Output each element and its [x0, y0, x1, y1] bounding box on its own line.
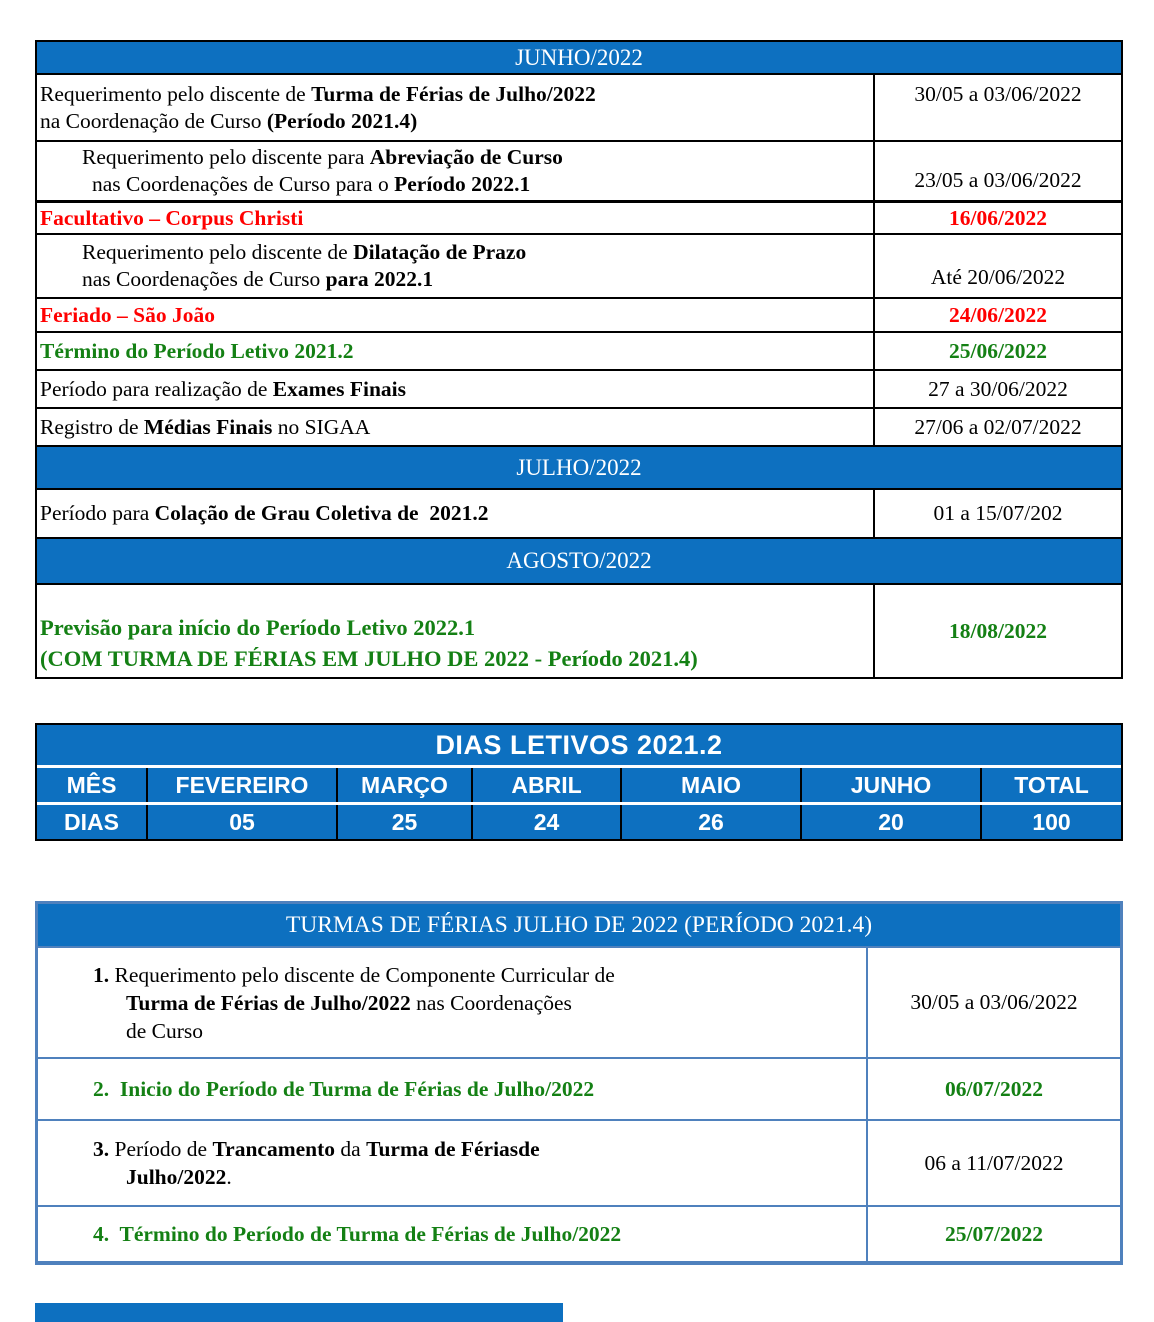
date-cell: 30/05 a 03/06/2022: [866, 948, 1120, 1057]
event-cell: Facultativo – Corpus Christi: [40, 205, 304, 230]
dias-letivos-table: [35, 723, 1123, 841]
date-cell: 18/08/2022: [873, 585, 1121, 677]
event-cell: Requerimento pelo discente de Turma de Férias de Julho/2022 na Coordenação de Curso (Período 2021.4): [40, 81, 596, 133]
turmas-ferias-table: [35, 901, 1123, 1265]
value-cell: 26: [620, 805, 800, 839]
event-cell: 2. Inicio do Período de Turma de Férias de Julho/2022: [93, 1077, 595, 1101]
event-cell: Término do Período Letivo 2021.2: [40, 338, 354, 363]
month-cell: TOTAL: [980, 768, 1121, 802]
event-row: [37, 297, 1121, 331]
event-cell: 1. Requerimento pelo discente de Componente Curricular de Turma de Férias de Julho/2022 nas Coordenações de Curso: [93, 962, 615, 1043]
academic-calendar-table: [35, 40, 1123, 679]
row-label-cell: MÊS: [66, 771, 117, 798]
date-cell: 25/07/2022: [866, 1207, 1120, 1261]
date-cell: 06 a 11/07/2022: [866, 1121, 1120, 1205]
event-cell: 4. Término do Período de Turma de Férias de Julho/2022: [93, 1222, 622, 1246]
row-label-cell: DIAS: [64, 808, 119, 835]
month-header-julho: JULHO/2022: [37, 445, 1121, 488]
date-cell: 25/06/2022: [873, 333, 1121, 369]
event-row: [37, 407, 1121, 445]
event-row: [38, 1119, 1120, 1205]
month-cell: MARÇO: [336, 768, 471, 802]
value-cell: 100: [980, 805, 1121, 839]
event-row: [37, 73, 1121, 140]
event-row: [37, 140, 1121, 200]
value-cell: 20: [800, 805, 980, 839]
event-row: [38, 946, 1120, 1057]
value-cell: 24: [471, 805, 620, 839]
event-row: [37, 331, 1121, 369]
event-cell: Requerimento pelo discente para Abreviação de Curso nas Coordenações de Curso para o Período 2022.1: [82, 145, 563, 196]
dias-letivos-months-row: [37, 765, 1121, 802]
event-row: [37, 488, 1121, 537]
event-cell: Registro de Médias Finais no SIGAA: [40, 414, 371, 439]
dias-letivos-values-row: [37, 802, 1121, 839]
month-cell: MAIO: [620, 768, 800, 802]
event-row: [37, 369, 1121, 407]
event-cell: Previsão para início do Período Letivo 2022.1 (COM TURMA DE FÉRIAS EM JULHO DE 2022 - Período 2021.4): [40, 615, 698, 671]
date-cell: 01 a 15/07/202: [873, 490, 1121, 537]
month-cell: FEVEREIRO: [146, 768, 336, 802]
event-row: [38, 1057, 1120, 1119]
date-cell: Até 20/06/2022: [873, 235, 1121, 297]
date-cell: 30/05 a 03/06/2022: [873, 75, 1121, 140]
month-header-agosto: AGOSTO/2022: [37, 537, 1121, 583]
event-cell: Feriado – São João: [40, 302, 215, 327]
event-cell: Período para Colação de Grau Coletiva de 2021.2: [40, 501, 489, 525]
date-cell: 23/05 a 03/06/2022: [873, 142, 1121, 200]
event-row: [37, 233, 1121, 297]
event-cell: 3. Período de Trancamento da Turma de Fériasde Julho/2022.: [93, 1137, 540, 1189]
event-cell: Período para realização de Exames Finais: [40, 376, 406, 401]
date-cell: 16/06/2022: [873, 203, 1121, 233]
clipped-next-table-header: [35, 1303, 563, 1322]
event-row: [37, 200, 1121, 233]
value-cell: 25: [336, 805, 471, 839]
value-cell: 05: [146, 805, 336, 839]
date-cell: 06/07/2022: [866, 1059, 1120, 1119]
date-cell: 24/06/2022: [873, 299, 1121, 331]
date-cell: 27 a 30/06/2022: [873, 371, 1121, 407]
dias-letivos-title: DIAS LETIVOS 2021.2: [435, 729, 723, 760]
month-cell: ABRIL: [471, 768, 620, 802]
event-row: [38, 1205, 1120, 1261]
event-row: [37, 583, 1121, 677]
event-cell: Requerimento pelo discente de Dilatação de Prazo nas Coordenações de Curso para 2022.1: [82, 240, 527, 291]
month-cell: JUNHO: [800, 768, 980, 802]
date-cell: 27/06 a 02/07/2022: [873, 409, 1121, 445]
month-header-junho: JUNHO/2022: [37, 42, 1121, 73]
turmas-ferias-title: TURMAS DE FÉRIAS JULHO DE 2022 (PERÍODO 2021.4): [38, 904, 1120, 946]
